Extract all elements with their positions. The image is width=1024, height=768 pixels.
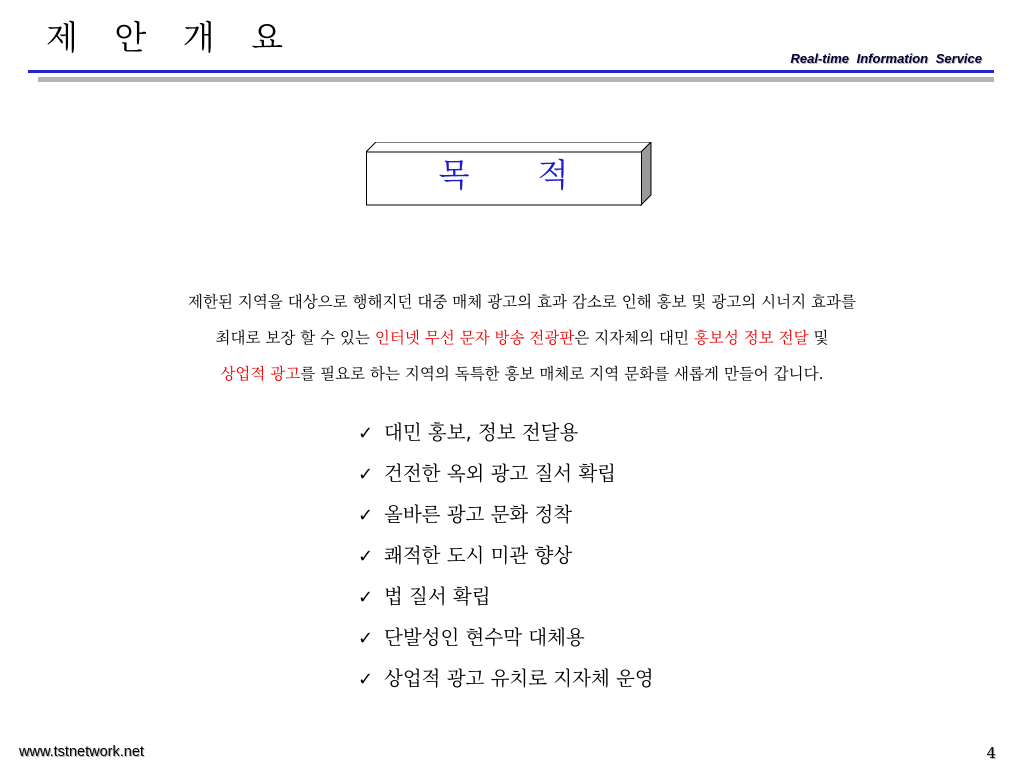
- intro-line-2: [60, 320, 984, 356]
- intro-line-1: [60, 284, 984, 320]
- intro-text: 를 필요로 하는 지역의 독특한 홍보 매체로 지역 문화를 새롭게 만들어 갑니다.: [300, 365, 824, 383]
- page-number: 4: [986, 744, 996, 762]
- benefit-checklist: [358, 417, 654, 704]
- footer-url: www.tstnetwork.net: [19, 744, 144, 760]
- checkmark-icon: ✓: [358, 464, 374, 485]
- intro-text: 은 지자체의 대민: [574, 329, 694, 347]
- page-title: 제 안 개 요: [46, 18, 296, 57]
- brand-tagline: Real-time Information Service: [790, 51, 982, 66]
- checklist-item-label: 단발성인 현수막 대체용: [384, 626, 585, 649]
- checkmark-icon: ✓: [358, 423, 374, 444]
- intro-highlight: 홍보성 정보 전달: [693, 329, 809, 347]
- checklist-item-label: 건전한 옥외 광고 질서 확립: [384, 462, 617, 485]
- intro-highlight: 상업적 광고: [220, 365, 301, 383]
- intro-text: 및: [808, 329, 829, 347]
- checklist-item-label: 쾌적한 도시 미관 향상: [384, 544, 573, 567]
- intro-text: 제한된 지역을 대상으로 행해지던 대중 매체 광고의 효과 감소로 인해 홍보 및 광고의 시너지 효과를: [188, 293, 856, 311]
- intro-text: 최대로 보장 할 수 있는: [215, 329, 375, 347]
- purpose-label: 목적: [438, 156, 637, 194]
- checklist-item-label: 상업적 광고 유치로 지자체 운영: [384, 667, 654, 690]
- checklist-item-label: 올바른 광고 문화 정착: [384, 503, 573, 526]
- checklist-item: [358, 622, 654, 663]
- checkmark-icon: ✓: [358, 505, 374, 526]
- checklist-item: [358, 663, 654, 704]
- intro-paragraph: [60, 284, 984, 392]
- checkmark-icon: ✓: [358, 546, 374, 567]
- intro-highlight: 인터넷 무선 문자 방송 전광판: [374, 329, 575, 347]
- checklist-item-label: 법 질서 확립: [384, 585, 491, 608]
- intro-line-3: [60, 356, 984, 392]
- checklist-item-label: 대민 홍보, 정보 전달용: [384, 421, 579, 444]
- checklist-item: [358, 581, 654, 622]
- checkmark-icon: ✓: [358, 669, 374, 690]
- checklist-item: [358, 417, 654, 458]
- checklist-item: [358, 458, 654, 499]
- checklist-item: [358, 499, 654, 540]
- checkmark-icon: ✓: [358, 587, 374, 608]
- purpose-box: [366, 142, 652, 206]
- header-rule: [28, 70, 994, 73]
- header-shadow-rule: [38, 77, 994, 82]
- checkmark-icon: ✓: [358, 628, 374, 649]
- checklist-item: [358, 540, 654, 581]
